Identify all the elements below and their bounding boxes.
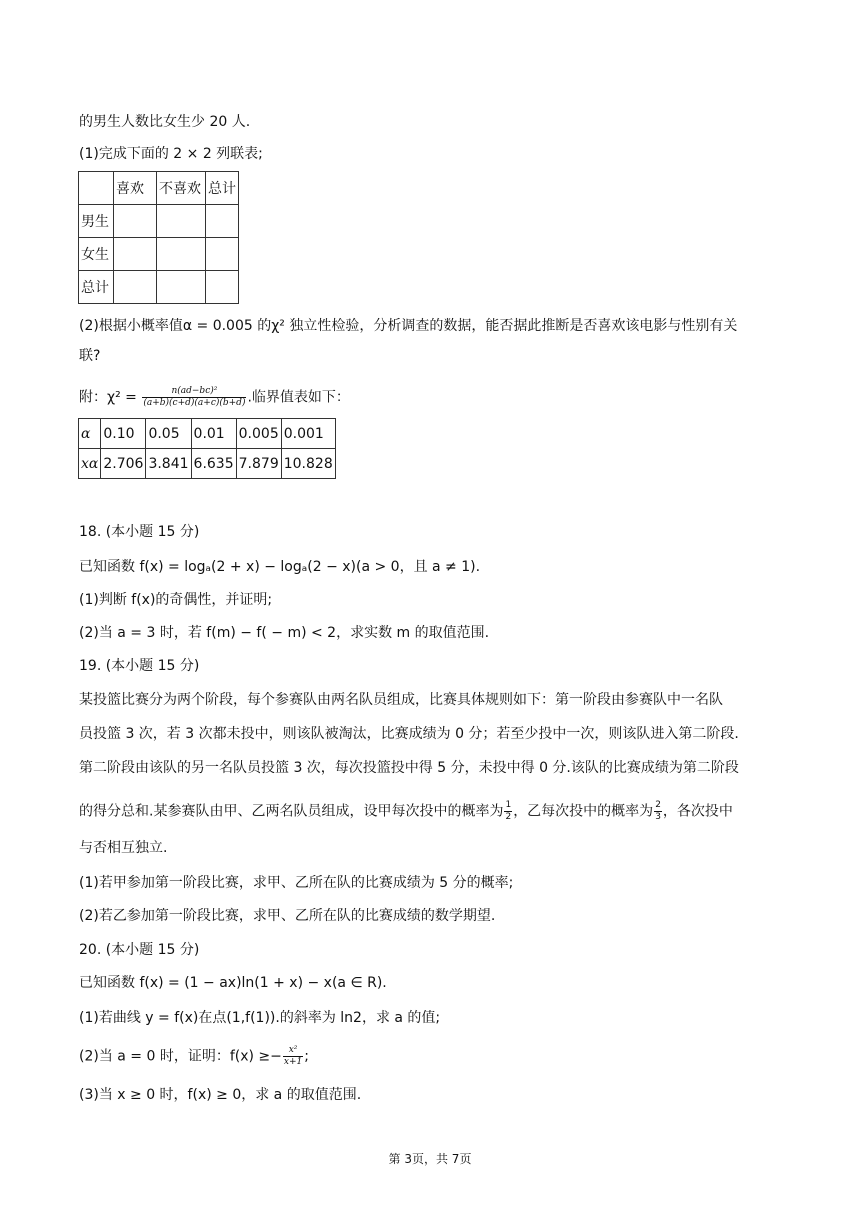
table-cell: 6.635 <box>191 449 236 479</box>
problem19-question2: (2)若乙参加第一阶段比赛，求甲、乙所在队的比赛成绩的数学期望. <box>79 908 496 924</box>
table-cell <box>114 271 157 304</box>
table-cell: 10.828 <box>281 449 335 479</box>
table-cell: 3.841 <box>146 449 191 479</box>
fraction-denominator: 2 <box>505 812 512 822</box>
problem18-stem: 已知函数 f(x) = logₐ(2 + x) − logₐ(2 − x)(a > 0，且 a ≠ 1). <box>79 559 481 575</box>
appendix-formula <box>79 386 350 409</box>
fraction-numerator: n(ad−bc)² <box>142 386 246 398</box>
problem18-heading: 18. (本小题 15 分) <box>79 524 200 540</box>
problem17-tail: 的男生人数比女生少 20 人. <box>79 114 251 130</box>
table-row <box>79 449 336 479</box>
table-cell: 2.706 <box>101 449 146 479</box>
appendix-suffix: .临界值表如下： <box>247 389 350 406</box>
inequality-fraction <box>283 1045 303 1068</box>
problem19-line4-end: ，各次投中 <box>662 803 733 820</box>
problem17-question1: (1)完成下面的 2 × 2 列联表; <box>79 146 263 162</box>
chi-square-fraction <box>142 386 246 409</box>
table-cell <box>79 172 114 205</box>
table-cell <box>206 205 239 238</box>
problem19-line3: 第二阶段由该队的另一名队员投篮 3 次，每次投篮投中得 5 分，未投中得 0 分.该队的比赛成绩为第二阶段 <box>79 760 739 776</box>
problem20-question2-end: ; <box>304 1048 309 1065</box>
table-cell: 0.01 <box>191 419 236 449</box>
appendix-prefix: 附：χ² = <box>79 389 142 406</box>
table-cell: 喜欢 <box>114 172 157 205</box>
problem20-heading: 20. (本小题 15 分) <box>79 942 200 958</box>
table-cell: 总计 <box>206 172 239 205</box>
fraction-numerator: 1 <box>505 800 512 810</box>
table-cell <box>206 238 239 271</box>
table-row <box>79 419 336 449</box>
fraction-numerator: 2 <box>655 800 661 810</box>
problem19-line4-start: 的得分总和.某参赛队由甲、乙两名队员组成，设甲每次投中的概率为 <box>79 803 504 820</box>
critical-value-table <box>78 418 336 479</box>
fraction-denominator: (a+b)(c+d)(a+c)(b+d) <box>143 398 246 408</box>
table-cell: 0.05 <box>146 419 191 449</box>
table-cell: α <box>79 419 101 449</box>
probability-fraction-b <box>654 800 662 823</box>
problem19-line2: 员投篮 3 次，若 3 次都未投中，则该队被淘汰，比赛成绩为 0 分；若至少投中一次，则该队进入第二阶段. <box>79 726 739 742</box>
page-footer: 第 3页，共 7页 <box>388 1152 472 1166</box>
table-cell: 不喜欢 <box>157 172 206 205</box>
problem20-question2 <box>79 1045 309 1068</box>
table-cell: 男生 <box>79 205 114 238</box>
table-cell <box>206 271 239 304</box>
table-cell: 0.001 <box>281 419 335 449</box>
problem19-line4-mid: ，乙每次投中的概率为 <box>513 803 654 820</box>
problem17-question2-line2: 联? <box>79 348 101 364</box>
problem18-question2: (2)当 a = 3 时，若 f(m) − f( − m) < 2，求实数 m 的取值范围. <box>79 625 490 641</box>
table-row <box>79 238 239 271</box>
table-cell <box>157 205 206 238</box>
table-row <box>79 172 239 205</box>
problem19-heading: 19. (本小题 15 分) <box>79 658 200 674</box>
table-cell: 总计 <box>79 271 114 304</box>
table-cell: xα <box>79 449 101 479</box>
table-cell: 女生 <box>79 238 114 271</box>
contingency-table <box>78 171 239 304</box>
fraction-denominator: x+1 <box>283 1057 303 1067</box>
problem20-question3: (3)当 x ≥ 0 时，f(x) ≥ 0，求 a 的取值范围. <box>79 1087 362 1103</box>
table-row <box>79 271 239 304</box>
fraction-denominator: 3 <box>655 812 661 822</box>
problem20-stem: 已知函数 f(x) = (1 − ax)ln(1 + x) − x(a ∈ R). <box>79 975 387 991</box>
table-cell: 0.10 <box>101 419 146 449</box>
problem17-question2-line1: (2)根据小概率值α = 0.005 的χ² 独立性检验，分析调查的数据，能否据此推断是否喜欢该电影与性别有关 <box>79 318 738 334</box>
probability-fraction-a <box>504 800 512 823</box>
table-row <box>79 205 239 238</box>
table-cell <box>157 238 206 271</box>
problem19-line4 <box>79 800 733 823</box>
problem19-question1: (1)若甲参加第一阶段比赛，求甲、乙所在队的比赛成绩为 5 分的概率; <box>79 875 514 891</box>
problem20-question2-start: (2)当 a = 0 时，证明：f(x) ≥− <box>79 1048 282 1065</box>
table-cell <box>114 205 157 238</box>
problem20-question1: (1)若曲线 y = f(x)在点(1,f(1)).的斜率为 ln2，求 a 的值; <box>79 1010 441 1026</box>
table-cell: 7.879 <box>236 449 281 479</box>
problem18-question1: (1)判断 f(x)的奇偶性，并证明; <box>79 592 273 608</box>
table-cell <box>157 271 206 304</box>
problem19-line5: 与否相互独立. <box>79 840 168 856</box>
problem19-line1: 某投篮比赛分为两个阶段，每个参赛队由两名队员组成，比赛具体规则如下：第一阶段由参赛队中一名队 <box>79 692 723 708</box>
fraction-numerator: x² <box>283 1045 303 1057</box>
table-cell: 0.005 <box>236 419 281 449</box>
table-cell <box>114 238 157 271</box>
